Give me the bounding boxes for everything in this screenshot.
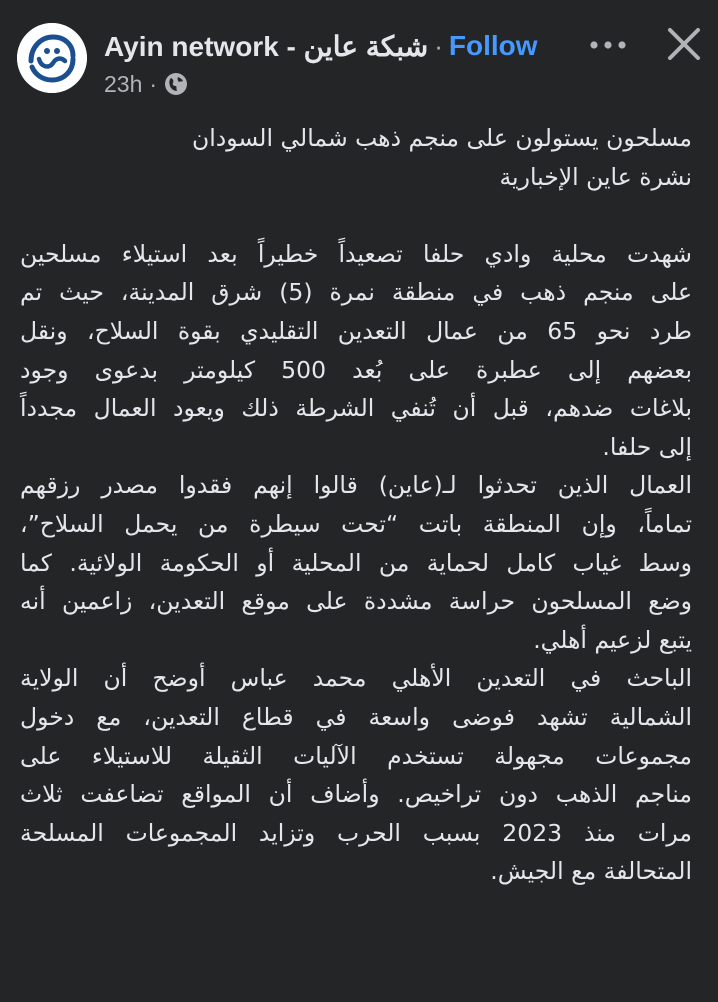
bulletin-name-line: نشرة عاين الإخبارية xyxy=(499,162,692,191)
body-line: شهدت محلية وادي حلفا تصعيداً خطيراً بعد استيلاء مسلحين xyxy=(20,239,692,268)
close-button[interactable] xyxy=(662,22,706,66)
body-line: مناجم الذهب دون تراخيص. وأضاف أن المواقع تضاعفت ثلاث xyxy=(20,780,692,809)
body-line: وسط غياب كامل لحماية من المحلية أو الحكومة الولائية. كما xyxy=(20,548,692,577)
body-line: بعضهم إلى عطبرة على بُعد 500 كيلومتر بدعوى وجود xyxy=(20,355,692,384)
more-options-button[interactable] xyxy=(584,30,632,60)
body-line: الشمالية تشهد فوضى واسعة في قطاع التعدين، مع دخول xyxy=(20,702,692,731)
ayin-logo-icon xyxy=(17,23,87,93)
post-header xyxy=(0,0,718,110)
follow-button[interactable]: Follow xyxy=(448,30,538,61)
body-line: العمال الذين تحدثوا لـ(عاين) قالوا إنهم فقدوا مصدر رزقهم xyxy=(20,471,692,500)
post-timestamp[interactable]: 23h xyxy=(104,70,143,97)
body-line: الباحث في التعدين الأهلي محمد عباس أوضح أن الولاية xyxy=(20,664,692,693)
post-body xyxy=(20,119,692,891)
more-horizontal-icon xyxy=(584,30,632,60)
separator-dot: · xyxy=(434,30,443,61)
headline-line: مسلحون يستولون على منجم ذهب شمالي السودان xyxy=(191,124,692,152)
body-line: مجموعات مجهولة تستخدم الآليات الثقيلة للاستيلاء على xyxy=(20,741,692,770)
body-line: تماماً، وإن المنطقة باتت “تحت سيطرة من يحمل السلاح”، xyxy=(20,509,692,538)
author-line xyxy=(104,26,538,66)
body-line: بلاغات ضدهم، قبل أن تُنفي الشرطة ذلك ويعود العمال مجدداً xyxy=(20,394,692,423)
body-line: طرد نحو 65 من عمال التعدين التقليدي بقوة السلاح، ونقل xyxy=(20,316,692,345)
body-line: المتحالفة مع الجيش. xyxy=(490,857,692,886)
blank-line xyxy=(20,196,692,235)
body-line: يتبع لزعيم أهلي. xyxy=(533,625,692,654)
author-name[interactable]: شبكة عاين - Ayin network xyxy=(104,30,429,62)
avatar[interactable] xyxy=(17,23,87,93)
body-line: مرات منذ 2023 بسبب الحرب وتزايد المجموعات المسلحة xyxy=(20,818,692,847)
post-meta xyxy=(104,68,188,100)
globe-icon[interactable] xyxy=(164,72,188,96)
body-line: إلى حلفا. xyxy=(602,432,692,461)
close-icon xyxy=(662,22,706,66)
body-line: وضع المسلحون حراسة مشددة على موقع التعدين، زاعمين أنه xyxy=(20,587,692,616)
meta-separator-dot: · xyxy=(149,70,158,97)
body-line: على منجم ذهب في منطقة نمرة (5) شرق المدينة، حيث تم xyxy=(20,278,692,307)
